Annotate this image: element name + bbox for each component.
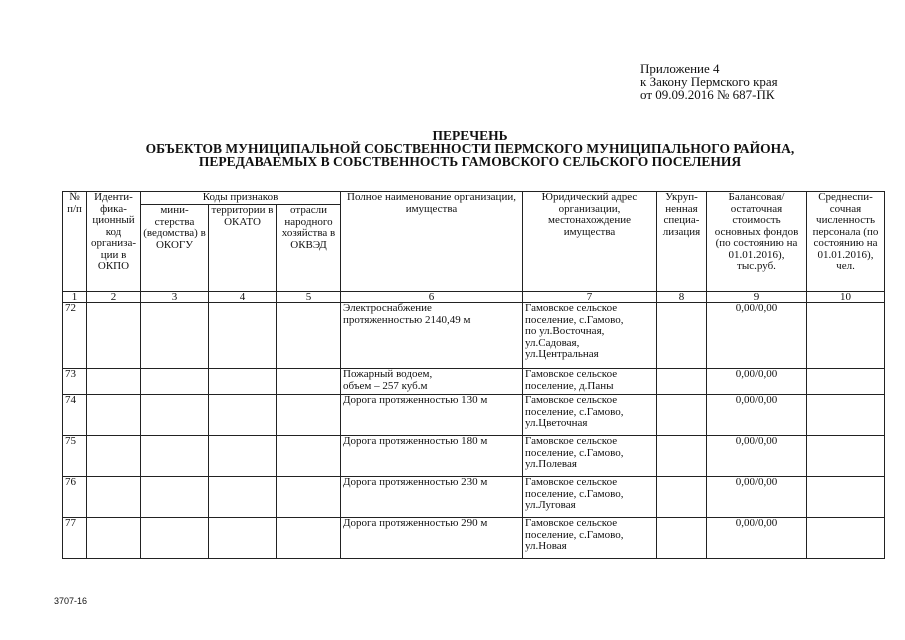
- appendix-date: от 09.09.2016 № 687-ПК: [640, 87, 775, 102]
- address-line: поселение, с.Гамово,: [525, 405, 624, 418]
- okogu-cell: [141, 477, 209, 518]
- address-cell: [523, 477, 657, 518]
- address-line: Гамовское сельское: [525, 476, 618, 488]
- name-line: Дорога протяженностью 180 м: [343, 435, 488, 447]
- address-line: поселение, д.Паны: [525, 379, 614, 392]
- document-title: [60, 129, 880, 168]
- column-number: 5: [277, 292, 341, 303]
- address-line: поселение, с.Гамово,: [525, 487, 624, 500]
- address-cell: [523, 369, 657, 395]
- column-number-row: [63, 292, 885, 303]
- okato-cell: [209, 477, 277, 518]
- column-number: 8: [657, 292, 707, 303]
- column-number: 4: [209, 292, 277, 303]
- appendix-title: Приложение 4: [640, 61, 720, 76]
- document-code: 3707-16: [54, 596, 88, 606]
- header-okpo: Иденти-фика-ционный код организа-ции в ОКПО: [87, 192, 141, 292]
- balance-cell: 0,00/0,00: [707, 436, 807, 477]
- column-number: 9: [707, 292, 807, 303]
- title-line-1: ПЕРЕЧЕНЬ: [432, 128, 508, 143]
- address-line: Гамовское сельское: [525, 368, 618, 380]
- name-cell: [341, 518, 523, 559]
- address-cell: [523, 303, 657, 369]
- appendix-block: [640, 62, 778, 101]
- address-line: Гамовское сельское: [525, 302, 618, 314]
- address-cell: [523, 395, 657, 436]
- okpo-cell: [87, 369, 141, 395]
- okato-cell: [209, 395, 277, 436]
- title-line-3: ПЕРЕДАВАЕМЫХ В СОБСТВЕННОСТЬ ГАМОВСКОГО СЕЛЬСКОГО ПОСЕЛЕНИЯ: [198, 154, 742, 169]
- header-staff: Среднеспи-сочная численность персонала (по состоянию на 01.01.2016), чел.: [807, 192, 885, 292]
- address-line: поселение, с.Гамово,: [525, 446, 624, 459]
- specialization-cell: [657, 369, 707, 395]
- name-cell: [341, 436, 523, 477]
- name-cell: [341, 303, 523, 369]
- header-okved: отрасли народного хозяйства в ОКВЭД: [277, 205, 341, 292]
- okved-cell: [277, 477, 341, 518]
- okato-cell: [209, 518, 277, 559]
- row-number: 74: [63, 395, 87, 436]
- name-line: Дорога протяженностью 290 м: [343, 517, 488, 529]
- name-line: Дорога протяженностью 130 м: [343, 394, 488, 406]
- appendix-law: к Закону Пермского края: [640, 74, 778, 89]
- balance-cell: 0,00/0,00: [707, 303, 807, 369]
- balance-cell: 0,00/0,00: [707, 369, 807, 395]
- header-address: Юридический адрес организации, местонахождение имущества: [523, 192, 657, 292]
- okpo-cell: [87, 303, 141, 369]
- address-line: ул.Садовая,: [525, 336, 580, 349]
- name-line: протяженностью 2140,49 м: [343, 313, 471, 326]
- address-line: Гамовское сельское: [525, 435, 618, 447]
- address-line: по ул.Восточная,: [525, 325, 605, 337]
- header-specialization: Укруп-ненная специа-лизация: [657, 192, 707, 292]
- column-number: 3: [141, 292, 209, 303]
- staff-cell: [807, 369, 885, 395]
- row-number: 72: [63, 303, 87, 369]
- address-cell: [523, 436, 657, 477]
- okved-cell: [277, 395, 341, 436]
- table-row: [63, 477, 885, 518]
- staff-cell: [807, 303, 885, 369]
- okpo-cell: [87, 395, 141, 436]
- staff-cell: [807, 477, 885, 518]
- okogu-cell: [141, 369, 209, 395]
- header-okogu: мини-стерства (ведомства) в ОКОГУ: [141, 205, 209, 292]
- column-number: 7: [523, 292, 657, 303]
- property-table: [62, 191, 885, 559]
- staff-cell: [807, 395, 885, 436]
- specialization-cell: [657, 436, 707, 477]
- title-line-2: ОБЪЕКТОВ МУНИЦИПАЛЬНОЙ СОБСТВЕННОСТИ ПЕРМСКОГО МУНИЦИПАЛЬНОГО РАЙОНА,: [145, 141, 795, 156]
- okpo-cell: [87, 477, 141, 518]
- address-line: Гамовское сельское: [525, 517, 618, 529]
- table-row: [63, 518, 885, 559]
- address-line: ул.Центральная: [525, 348, 599, 360]
- okved-cell: [277, 436, 341, 477]
- okogu-cell: [141, 518, 209, 559]
- row-number: 77: [63, 518, 87, 559]
- row-number: 75: [63, 436, 87, 477]
- okved-cell: [277, 518, 341, 559]
- name-line: Пожарный водоем,: [343, 368, 433, 380]
- header-name: Полное наименование организации, имущества: [341, 192, 523, 292]
- okato-cell: [209, 303, 277, 369]
- table-row: [63, 436, 885, 477]
- okved-cell: [277, 369, 341, 395]
- header-balance: Балансовая/ остаточная стоимость основных фондов (по состоянию на 01.01.2016), тыс.руб.: [707, 192, 807, 292]
- okved-cell: [277, 303, 341, 369]
- address-line: ул.Луговая: [525, 499, 576, 511]
- column-number: 1: [63, 292, 87, 303]
- balance-cell: 0,00/0,00: [707, 518, 807, 559]
- column-number: 6: [341, 292, 523, 303]
- table-row: [63, 369, 885, 395]
- table-row: [63, 303, 885, 369]
- okato-cell: [209, 369, 277, 395]
- address-line: поселение, с.Гамово,: [525, 313, 624, 326]
- okpo-cell: [87, 436, 141, 477]
- name-cell: [341, 477, 523, 518]
- okogu-cell: [141, 303, 209, 369]
- okato-cell: [209, 436, 277, 477]
- address-line: поселение, с.Гамово,: [525, 528, 624, 541]
- okogu-cell: [141, 395, 209, 436]
- specialization-cell: [657, 518, 707, 559]
- staff-cell: [807, 436, 885, 477]
- specialization-cell: [657, 303, 707, 369]
- okpo-cell: [87, 518, 141, 559]
- row-number: 73: [63, 369, 87, 395]
- address-line: Гамовское сельское: [525, 394, 618, 406]
- column-number: 2: [87, 292, 141, 303]
- balance-cell: 0,00/0,00: [707, 477, 807, 518]
- name-line: объем – 257 куб.м: [343, 379, 428, 392]
- address-cell: [523, 518, 657, 559]
- address-line: ул.Цветочная: [525, 417, 588, 429]
- header-num: № п/п: [63, 192, 87, 292]
- address-line: ул.Полевая: [525, 458, 577, 470]
- table-row: [63, 395, 885, 436]
- header-okato: территории в ОКАТО: [209, 205, 277, 292]
- name-cell: [341, 395, 523, 436]
- column-number: 10: [807, 292, 885, 303]
- header-codes-group: Коды признаков: [141, 192, 341, 205]
- name-cell: [341, 369, 523, 395]
- specialization-cell: [657, 477, 707, 518]
- address-line: ул.Новая: [525, 540, 567, 552]
- row-number: 76: [63, 477, 87, 518]
- name-line: Дорога протяженностью 230 м: [343, 476, 488, 488]
- specialization-cell: [657, 395, 707, 436]
- balance-cell: 0,00/0,00: [707, 395, 807, 436]
- staff-cell: [807, 518, 885, 559]
- okogu-cell: [141, 436, 209, 477]
- name-line: Электроснабжение: [343, 302, 432, 314]
